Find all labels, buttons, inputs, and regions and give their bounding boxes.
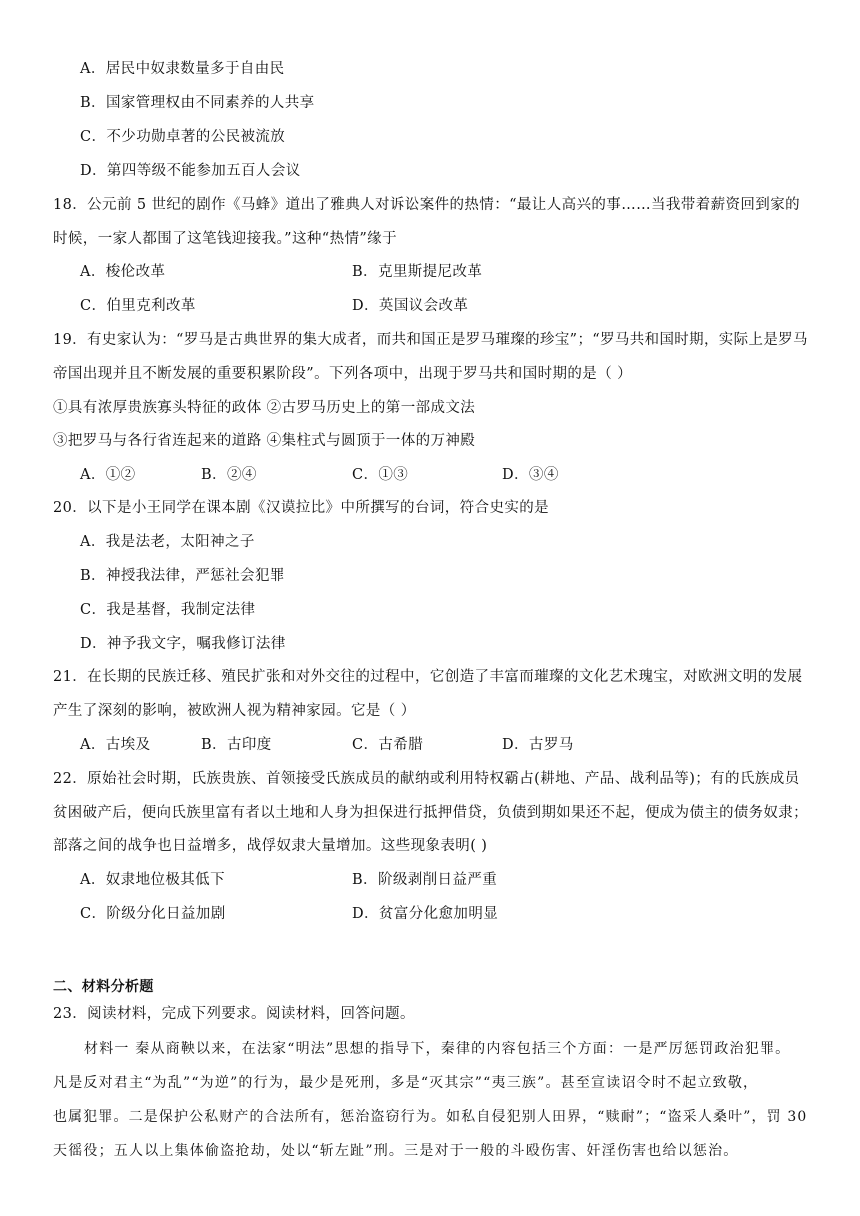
- q23-material-line-2: 凡是反对君主“为乱”“为逆”的行为，最少是死刑，多是“灭其宗”“夷三族”。甚至宣读诏令时不起立致敬，: [53, 1075, 759, 1091]
- q19-option-b[interactable]: B．②④: [201, 467, 257, 483]
- q19-stem-line-1: 19．有史家认为：“罗马是古典世界的集大成者，而共和国正是罗马璀璨的珍宝”；“罗马共和国时期，实际上是罗马: [53, 332, 808, 348]
- q22-stem-line-1: 22．原始社会时期，氏族贵族、首领接受氏族成员的献纳或利用特权霸占(耕地、产品、战利品等)；有的氏族成员: [53, 771, 800, 787]
- q22-option-d[interactable]: D．贫富分化愈加明显: [352, 906, 499, 922]
- q19-option-a[interactable]: A．①②: [80, 467, 136, 483]
- q18-stem-line-2: 时候，一家人都围了这笔钱迎接我。”这种“热情”缘于: [53, 231, 397, 247]
- q18-stem-line-1: 18．公元前 5 世纪的剧作《马蜂》道出了雅典人对诉讼案件的热情：“最让人高兴的事……当我带着薪资回到家的: [53, 197, 801, 213]
- q19-stem-line-2: 帝国出现并且不断发展的重要积累阶段”。下列各项中，出现于罗马共和国时期的是（ ）: [53, 366, 633, 382]
- q22-option-b[interactable]: B．阶级剥削日益严重: [352, 872, 498, 888]
- q19-items-line-2: ③把罗马与各行省连起来的道路 ④集柱式与圆顶于一体的万神殿: [53, 433, 476, 449]
- q17-option-c[interactable]: C．不少功勋卓著的公民被流放: [80, 129, 286, 145]
- q17-option-b[interactable]: B．国家管理权由不同素养的人共享: [80, 95, 315, 111]
- q18-option-b[interactable]: B．克里斯提尼改革: [352, 264, 483, 280]
- q20-stem: 20．以下是小王同学在课本剧《汉谟拉比》中所撰写的台词，符合史实的是: [53, 500, 550, 516]
- q20-option-b[interactable]: B．神授我法律，严惩社会犯罪: [80, 568, 285, 584]
- q18-option-c[interactable]: C．伯里克利改革: [80, 298, 196, 314]
- section-heading: 二、材料分析题: [53, 979, 154, 995]
- q22-stem-line-2: 贫困破产后，便向氏族里富有者以土地和人身为担保进行抵押借贷，负债到期如果还不起，便成为债主的债务奴隶；: [53, 805, 808, 821]
- q23-material-line-3: 也属犯罪。二是保护公私财产的合法所有，惩治盗窃行为。如私自侵犯别人田界，“赎耐”；“盗采人桑叶”，罚 30: [53, 1109, 808, 1125]
- q22-option-a[interactable]: A．奴隶地位极其低下: [80, 872, 225, 888]
- q18-option-a[interactable]: A．梭伦改革: [80, 264, 166, 280]
- q17-option-a[interactable]: A．居民中奴隶数量多于自由民: [80, 61, 285, 77]
- q19-option-d[interactable]: D．③④: [502, 467, 559, 483]
- q22-stem-line-3: 部落之间的战争也日益增多，战俘奴隶大量增加。这些现象表明( ): [53, 838, 488, 854]
- q20-option-c[interactable]: C．我是基督，我制定法律: [80, 602, 256, 618]
- q20-option-d[interactable]: D．神予我文字，嘱我修订法律: [80, 636, 286, 652]
- q21-option-a[interactable]: A．古埃及: [80, 737, 151, 753]
- q23-material-line-1: 材料一 秦从商鞅以来，在法家“明法”思想的指导下，秦律的内容包括三个方面：一是严厉惩罚政治犯罪。: [84, 1041, 791, 1057]
- q20-option-a[interactable]: A．我是法老，太阳神之子: [80, 534, 255, 550]
- q18-option-d[interactable]: D．英国议会改革: [352, 298, 469, 314]
- q21-option-b[interactable]: B．古印度: [201, 737, 272, 753]
- q22-option-c[interactable]: C．阶级分化日益加剧: [80, 906, 226, 922]
- q21-stem-line-1: 21．在长期的民族迁移、殖民扩张和对外交往的过程中，它创造了丰富而璀璨的文化艺术瑰宝，对欧洲文明的发展: [53, 669, 803, 685]
- q21-option-d[interactable]: D．古罗马: [502, 737, 574, 753]
- q17-option-d[interactable]: D．第四等级不能参加五百人会议: [80, 163, 301, 179]
- q19-option-c[interactable]: C．①③: [352, 467, 409, 483]
- q19-items-line-1: ①具有浓厚贵族寡头特征的政体 ②古罗马历史上的第一部成文法: [53, 400, 476, 416]
- q21-option-c[interactable]: C．古希腊: [352, 737, 424, 753]
- q23-stem: 23．阅读材料，完成下列要求。阅读材料，回答问题。: [53, 1006, 415, 1022]
- q23-material-line-4: 天徭役；五人以上集体偷盗抢劫，处以“斩左趾”刑。三是对于一般的斗殴伤害、奸淫伤害也给以惩治。: [53, 1143, 739, 1159]
- q21-stem-line-2: 产生了深刻的影响，被欧洲人视为精神家园。它是（ ）: [53, 703, 416, 719]
